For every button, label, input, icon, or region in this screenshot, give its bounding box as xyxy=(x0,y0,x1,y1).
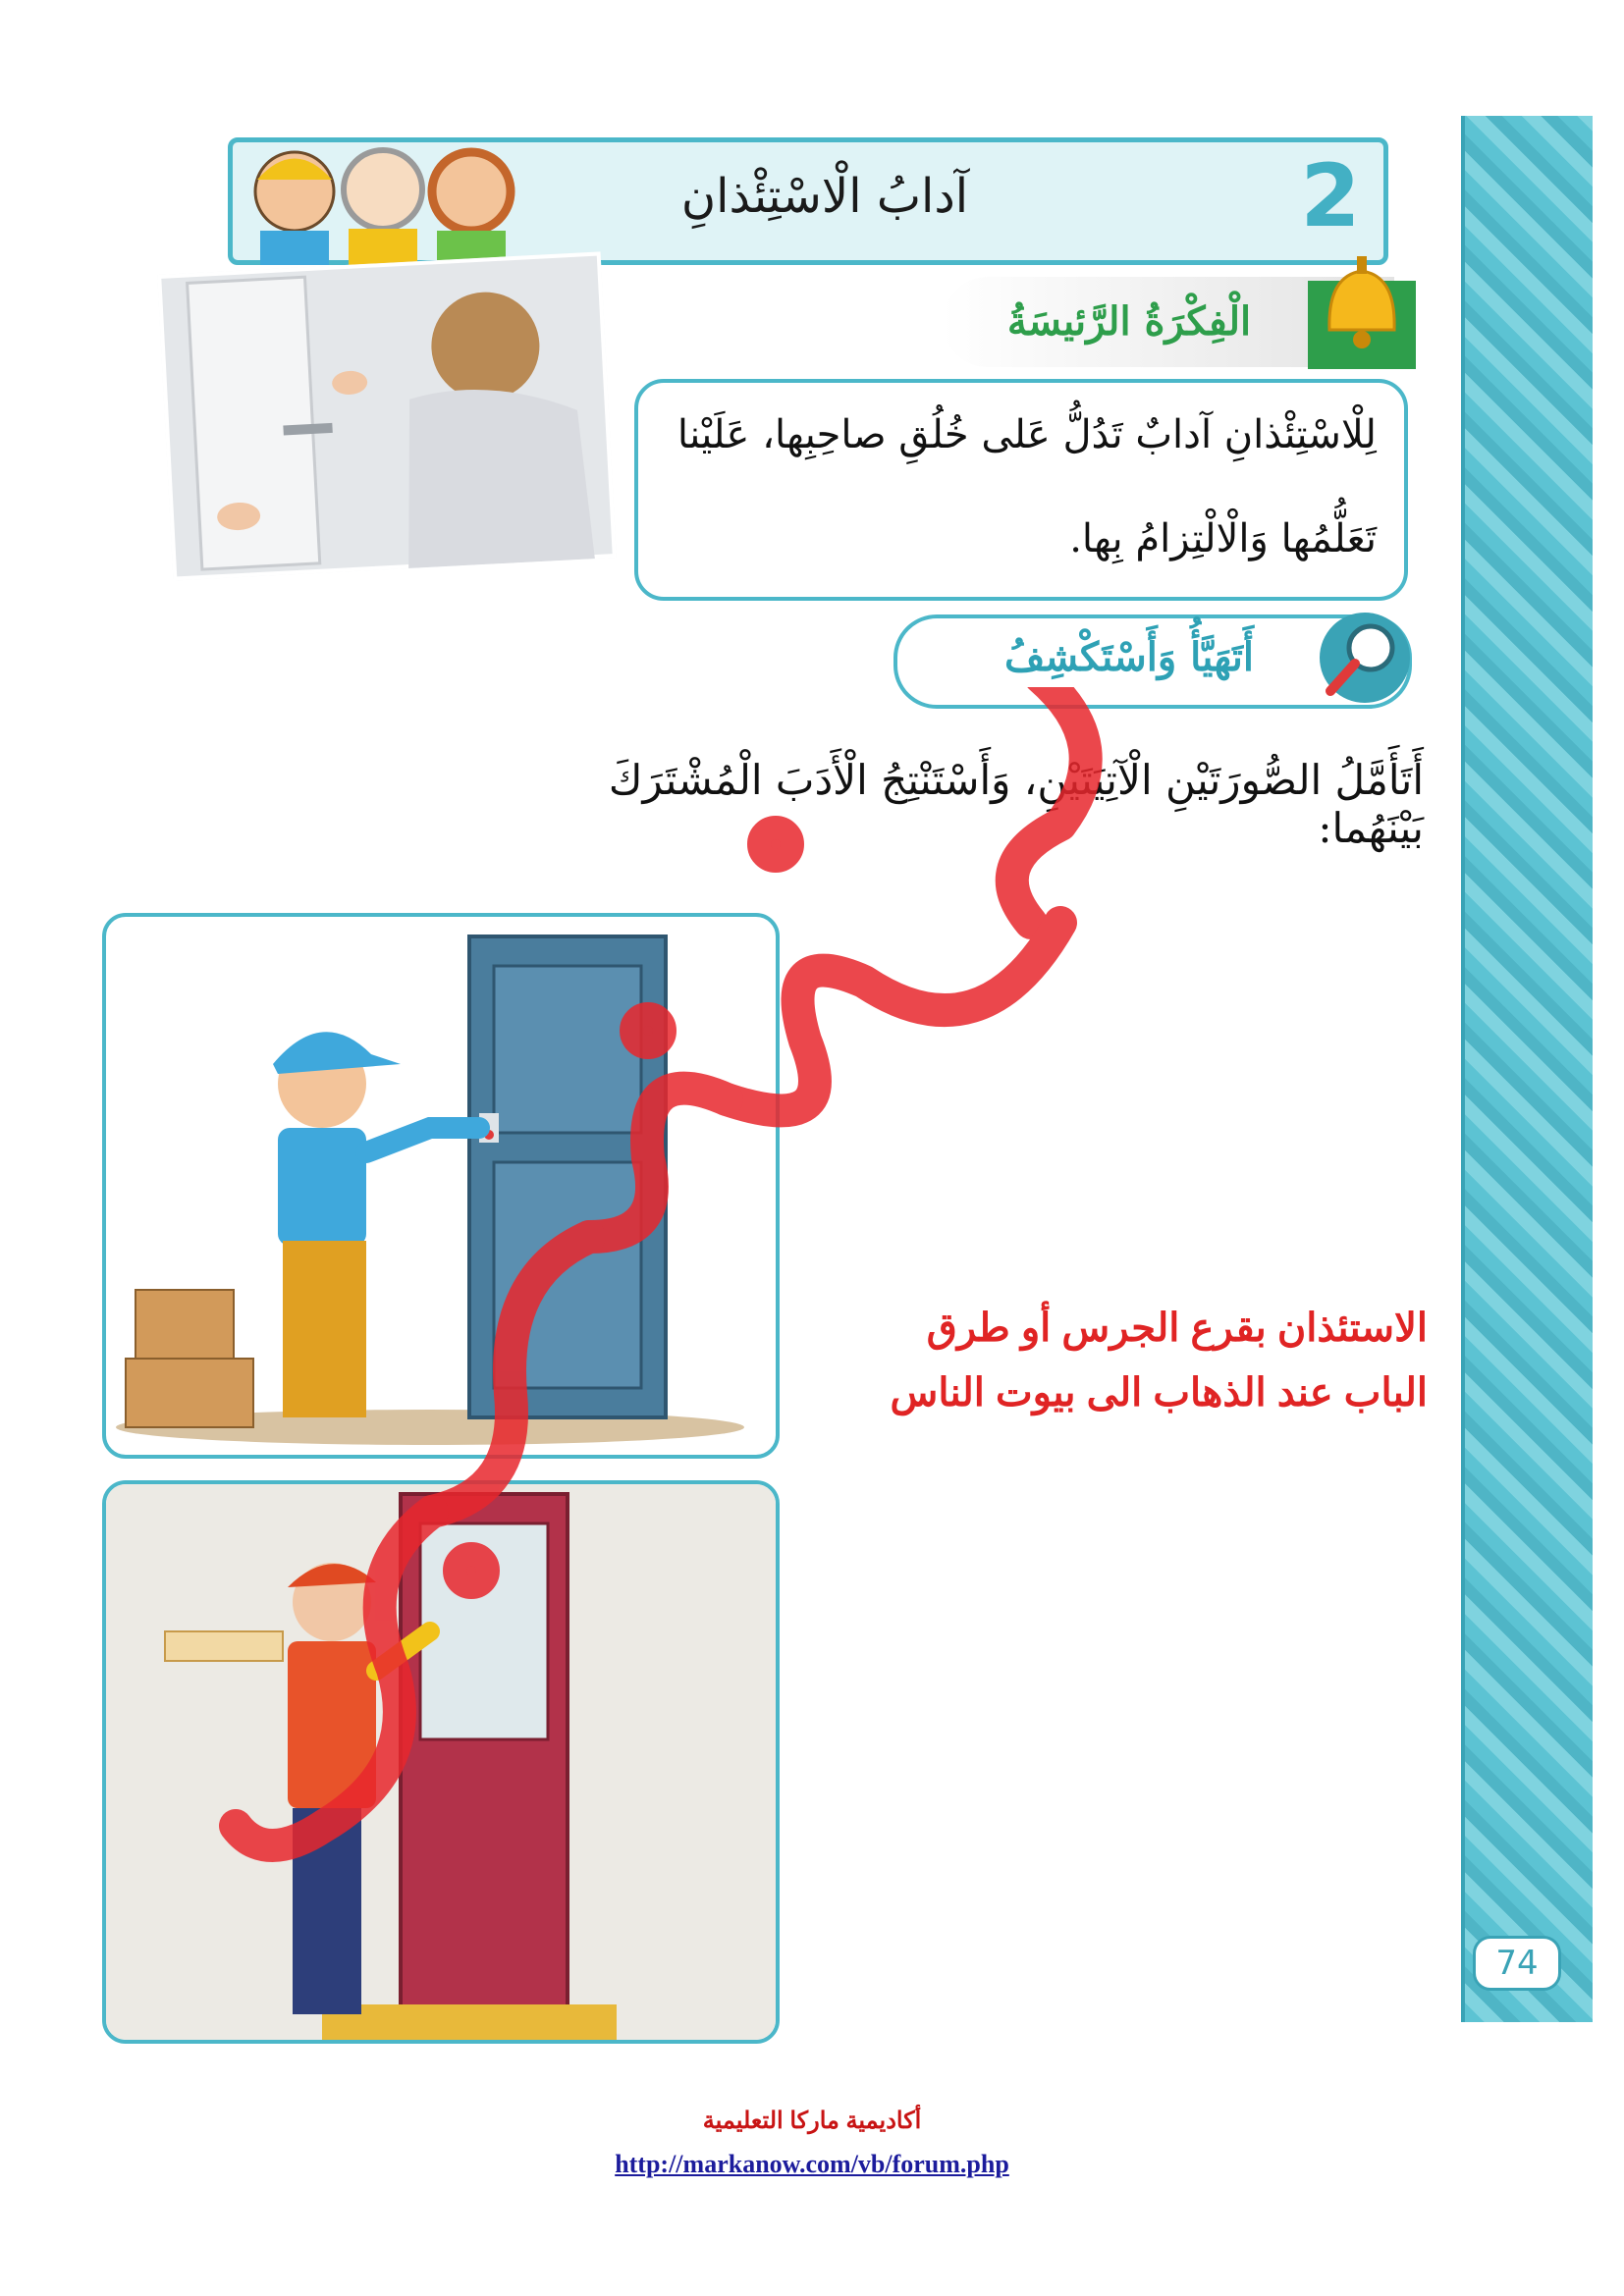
instruction-text: أَتَأَمَّلُ الصُّورَتَيْنِ الْآتِيَتَيْنِ، وَأَسْتَنْتِجُ الْأَدَبَ الْمُشْتَرَكَ بَيْنَهُما: xyxy=(608,756,1424,852)
bell-icon xyxy=(1308,251,1416,369)
children-illustration xyxy=(236,133,530,265)
footer-link[interactable]: http://markanow.com/vb/forum.php xyxy=(615,2150,1009,2178)
illustration-frame-delivery-bell xyxy=(102,913,780,1459)
page-number: 74 xyxy=(1473,1936,1561,1991)
delivery-man-ringing-bell-illustration xyxy=(106,917,776,1455)
footer-organization-name: أكاديمية ماركا التعليمية xyxy=(702,2108,922,2134)
magnifier-icon xyxy=(1316,609,1414,707)
illustration-frame-pizza-knock xyxy=(102,1480,780,2044)
answer-text-line-1: الاستئذان بقرع الجرس أو طرق xyxy=(926,1307,1428,1350)
main-idea-text-line-1: لِلْاسْتِئْذانِ آدابٌ تَدُلُّ عَلى خُلُقِ صاحِبِها، عَلَيْنا xyxy=(677,412,1377,457)
answer-text-line-2: الباب عند الذهاب الى بيوت الناس xyxy=(890,1371,1428,1415)
lesson-number: 2 xyxy=(1300,145,1361,246)
main-idea-text-line-2: تَعَلُّمُها وَالْالْتِزامُ بِها. xyxy=(1069,516,1377,561)
decorative-side-strip xyxy=(1461,116,1593,2022)
pizza-delivery-knocking-illustration xyxy=(106,1484,776,2040)
main-idea-label: الْفِكْرَةُ الرَّئيسَةُ xyxy=(1006,298,1252,345)
child-knocking-door-photo xyxy=(157,251,617,580)
lesson-title: آدابُ الْاسْتِئْذانِ xyxy=(680,169,969,224)
explore-label: أَتَهَيَّأُ وَأَسْتَكْشِفُ xyxy=(1003,634,1255,680)
